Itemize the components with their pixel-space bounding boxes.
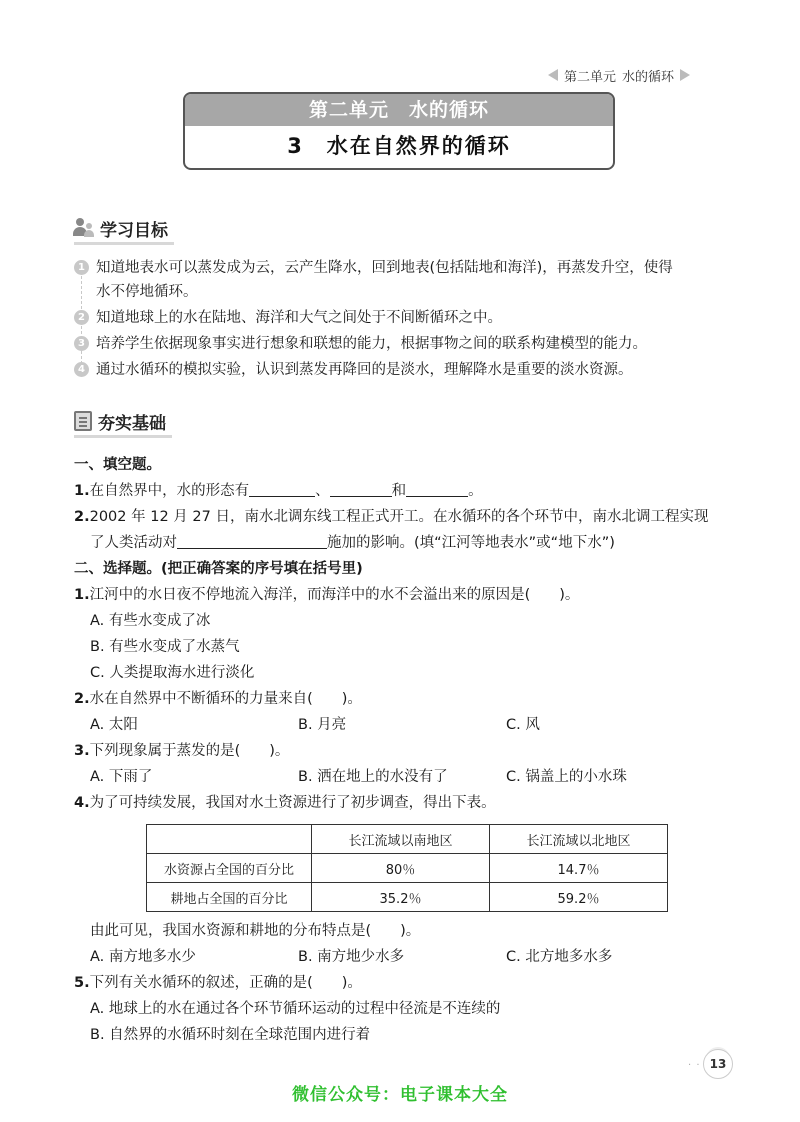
- goal-number: 3: [74, 336, 89, 351]
- question-fill-2-cont: 了人类活动对 施加的影响。(填“江河等地表水”或“地下水”): [74, 530, 734, 556]
- question-choice-2: 2.水在自然界中不断循环的力量来自( )。: [74, 691, 362, 707]
- option: B. 有些水变成了水蒸气: [90, 639, 240, 655]
- option: B. 月亮: [298, 717, 347, 733]
- goal-number: 1: [74, 260, 89, 275]
- triangle-left-icon: [548, 69, 558, 81]
- question-fill-1: 1.在自然界中，水的形态有 、 和 。: [74, 478, 734, 504]
- table-cell: 耕地占全国的百分比: [147, 883, 312, 912]
- people-icon: [74, 218, 94, 238]
- page-number: 13: [709, 1057, 727, 1071]
- table-row: [147, 883, 668, 912]
- goal-item: [74, 358, 714, 382]
- option: C. 锅盖上的小水珠: [506, 769, 627, 785]
- goal-item: [74, 306, 714, 330]
- question-choice-5: 5.下列有关水循环的叙述，正确的是( )。: [74, 975, 362, 991]
- table-row: [147, 854, 668, 883]
- goal-number: 2: [74, 310, 89, 325]
- unit-title: 第二单元 水的循环: [185, 94, 613, 126]
- goal-text: 通过水循环的模拟实验，认识到蒸发再降回的是淡水，理解降水是重要的淡水资源。: [96, 362, 633, 378]
- option: B. 洒在地上的水没有了: [298, 769, 448, 785]
- option: C. 人类提取海水进行淡化: [90, 665, 255, 681]
- option: B. 自然界的水循环时刻在全球范围内进行着: [90, 1027, 371, 1043]
- answer-blank[interactable]: [177, 532, 327, 549]
- section-title: 学习目标: [100, 220, 168, 241]
- section-title: 夯实基础: [98, 413, 166, 434]
- option: A. 地球上的水在通过各个环节循环运动的过程中径流是不连续的: [90, 1001, 501, 1017]
- answer-blank[interactable]: [330, 480, 392, 497]
- header-unit: 第二单元: [564, 69, 617, 85]
- goal-item: [74, 332, 714, 356]
- goals-list: [74, 256, 714, 384]
- answer-blank[interactable]: [249, 480, 315, 497]
- table-cell: 水资源占全国的百分比: [147, 854, 312, 883]
- option: A. 有些水变成了冰: [90, 613, 211, 629]
- question-followup: 由此可见，我国水资源和耕地的分布特点是( )。: [90, 923, 421, 939]
- goal-text: 知道地球上的水在陆地、海洋和大气之间处于不间断循环之中。: [96, 310, 502, 326]
- question-fill-2: 2.2002 年 12 月 27 日，南水北调东线工程正式开工。在水循环的各个环节中，南水北调工程实现: [74, 509, 709, 525]
- exercise-body: [74, 452, 734, 1048]
- table-cell: 14.7％: [490, 854, 668, 883]
- option: B. 南方地少水多: [298, 949, 405, 965]
- triangle-right-icon: [680, 69, 690, 81]
- header-topic: 水的循环: [622, 69, 675, 85]
- answer-blank[interactable]: [406, 480, 468, 497]
- table-cell: 59.2％: [490, 883, 668, 912]
- options-row: [74, 944, 734, 970]
- options-row: [74, 764, 734, 790]
- decor-dots: · ·: [688, 1060, 701, 1071]
- footer-watermark: 微信公众号：电子课本大全: [292, 1085, 508, 1105]
- question-choice-3: 3.下列现象属于蒸发的是( )。: [74, 743, 290, 759]
- option: C. 北方地多水多: [506, 949, 613, 965]
- option: C. 风: [506, 717, 540, 733]
- table-header-cell: [147, 825, 312, 854]
- question-choice-1: 1.江河中的水日夜不停地流入海洋，而海洋中的水不会溢出来的原因是( )。: [74, 587, 580, 603]
- table-header-cell: 长江流域以南地区: [312, 825, 490, 854]
- option: A. 南方地多水少: [90, 949, 196, 965]
- page-number-badge: [703, 1049, 733, 1079]
- table-cell: 35.2％: [312, 883, 490, 912]
- question-choice-4: 4.为了可持续发展，我国对水土资源进行了初步调查，得出下表。: [74, 795, 496, 811]
- option: A. 下雨了: [90, 769, 153, 785]
- resource-table: [146, 824, 668, 912]
- section-heading-goals: [74, 215, 168, 241]
- table-header-row: [147, 825, 668, 854]
- options-row: [74, 712, 734, 738]
- goal-text: 知道地表水可以蒸发成为云，云产生降水，回到地表(包括陆地和海洋)，再蒸发升空，使得: [96, 260, 673, 276]
- lesson-title: 3 水在自然界的循环: [287, 134, 511, 158]
- option: A. 太阳: [90, 717, 138, 733]
- running-header: [548, 66, 728, 84]
- goal-item: [74, 256, 714, 304]
- goal-text: 培养学生依据现象事实进行想象和联想的能力，根据事物之间的联系构建模型的能力。: [96, 336, 647, 352]
- section-heading-basics: [74, 408, 166, 434]
- goal-number: 4: [74, 362, 89, 377]
- part2-heading: 二、选择题。(把正确答案的序号填在括号里): [74, 561, 363, 577]
- book-icon: [74, 411, 92, 431]
- title-box: [183, 92, 615, 170]
- goal-text: 水不停地循环。: [96, 284, 198, 300]
- table-header-cell: 长江流域以北地区: [490, 825, 668, 854]
- part1-heading: 一、填空题。: [74, 457, 161, 473]
- table-cell: 80％: [312, 854, 490, 883]
